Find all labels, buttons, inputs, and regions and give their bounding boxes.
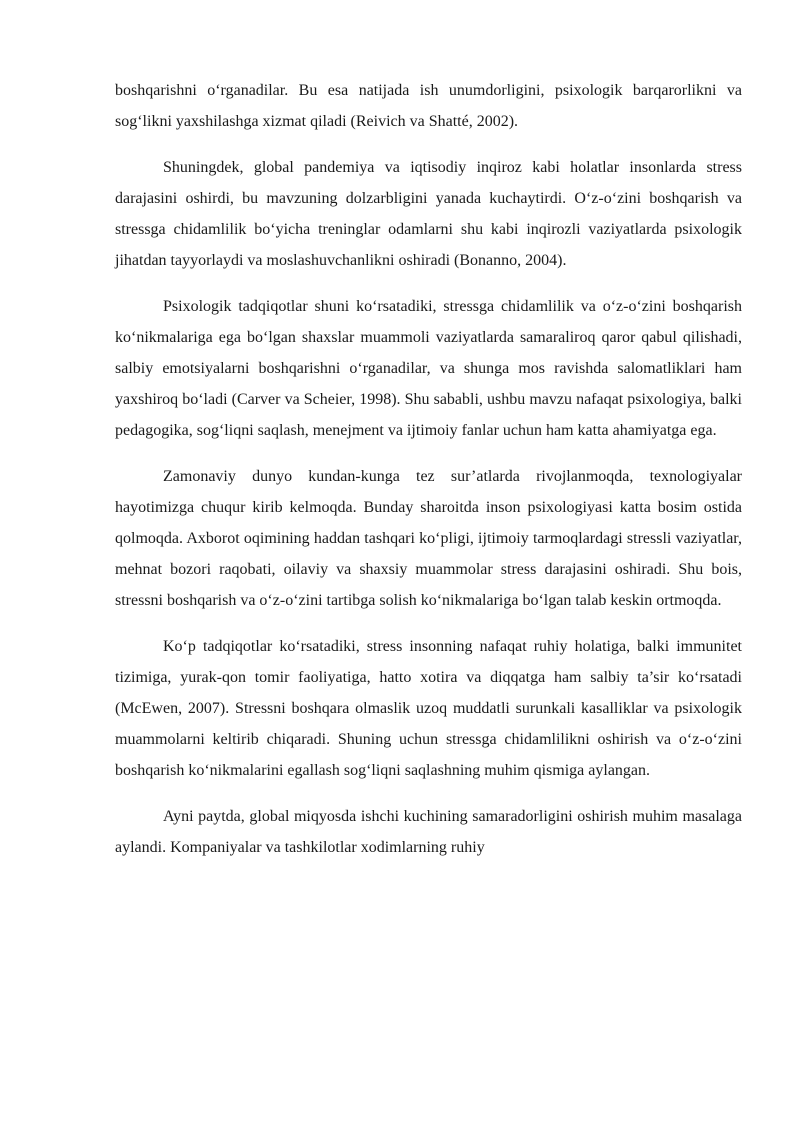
paragraph-2: Shuningdek, global pandemiya va iqtisodiy inqiroz kabi holatlar insonlarda stress darajasini oshirdi, bu mavzuning dolzarbligini yanada kuchaytirdi. O‘z-o‘zini boshqarish va stressga chidamlilik bo‘yicha treninglar odamlarni shu kabi inqirozli vaziyatlarda psixologik jihatdan tayyorlaydi va moslashuvchanlikni oshiradi (Bonanno, 2004). — [115, 159, 742, 269]
paragraph-4: Zamonaviy dunyo kundan-kunga tez sur’atlarda rivojlanmoqda, texnologiyalar hayotimizga chuqur kirib kelmoqda. Bunday sharoitda inson psixologiyasi katta bosim ostida qolmoqda. Axborot oqimining haddan tashqari ko‘pligi, ijtimoiy tarmoqlardagi stressli vaziyatlar, mehnat bozori raqobati, oilaviy va shaxsiy muammolar stress darajasini oshiradi. Shu bois, stressni boshqarish va o‘z-o‘zini tartibga solish ko‘nikmalariga bo‘lgan talab keskin ortmoqda. — [115, 468, 742, 609]
paragraph-1: boshqarishni o‘rganadilar. Bu esa natijada ish unumdorligini, psixologik barqarorlikni va sog‘likni yaxshilashga xizmat qiladi (Reivich va Shatté, 2002). — [115, 82, 742, 130]
paragraph-3: Psixologik tadqiqotlar shuni ko‘rsatadiki, stressga chidamlilik va o‘z-o‘zini boshqarish ko‘nikmalariga ega bo‘lgan shaxslar muammoli vaziyatlarda samaraliroq qaror qabul qilishadi, salbiy emotsiyalarni boshqarishni o‘rganadilar, va shunga mos ravishda salomatliklari ham yaxshiroq bo‘ladi (Carver va Scheier, 1998). Shu sababli, ushbu mavzu nafaqat psixologiya, balki pedagogika, sog‘liqni saqlash, menejment va ijtimoiy fanlar uchun ham katta ahamiyatga ega. — [115, 298, 742, 439]
document-page — [115, 75, 742, 863]
paragraph-6: Ayni paytda, global miqyosda ishchi kuchining samaradorligini oshirish muhim masalaga aylandi. Kompaniyalar va tashkilotlar xodimlarning ruhiy — [115, 808, 742, 856]
paragraph-5: Ko‘p tadqiqotlar ko‘rsatadiki, stress insonning nafaqat ruhiy holatiga, balki immunitet tizimiga, yurak-qon tomir faoliyatiga, hatto xotira va diqqatga ham salbiy ta’sir ko‘rsatadi (McEwen, 2007). Stressni boshqara olmaslik uzoq muddatli surunkali kasalliklar va psixologik muammolarni keltirib chiqaradi. Shuning uchun stressga chidamlilikni oshirish va o‘z-o‘zini boshqarish ko‘nikmalarini egallash sog‘liqni saqlashning muhim qismiga aylangan. — [115, 638, 742, 779]
